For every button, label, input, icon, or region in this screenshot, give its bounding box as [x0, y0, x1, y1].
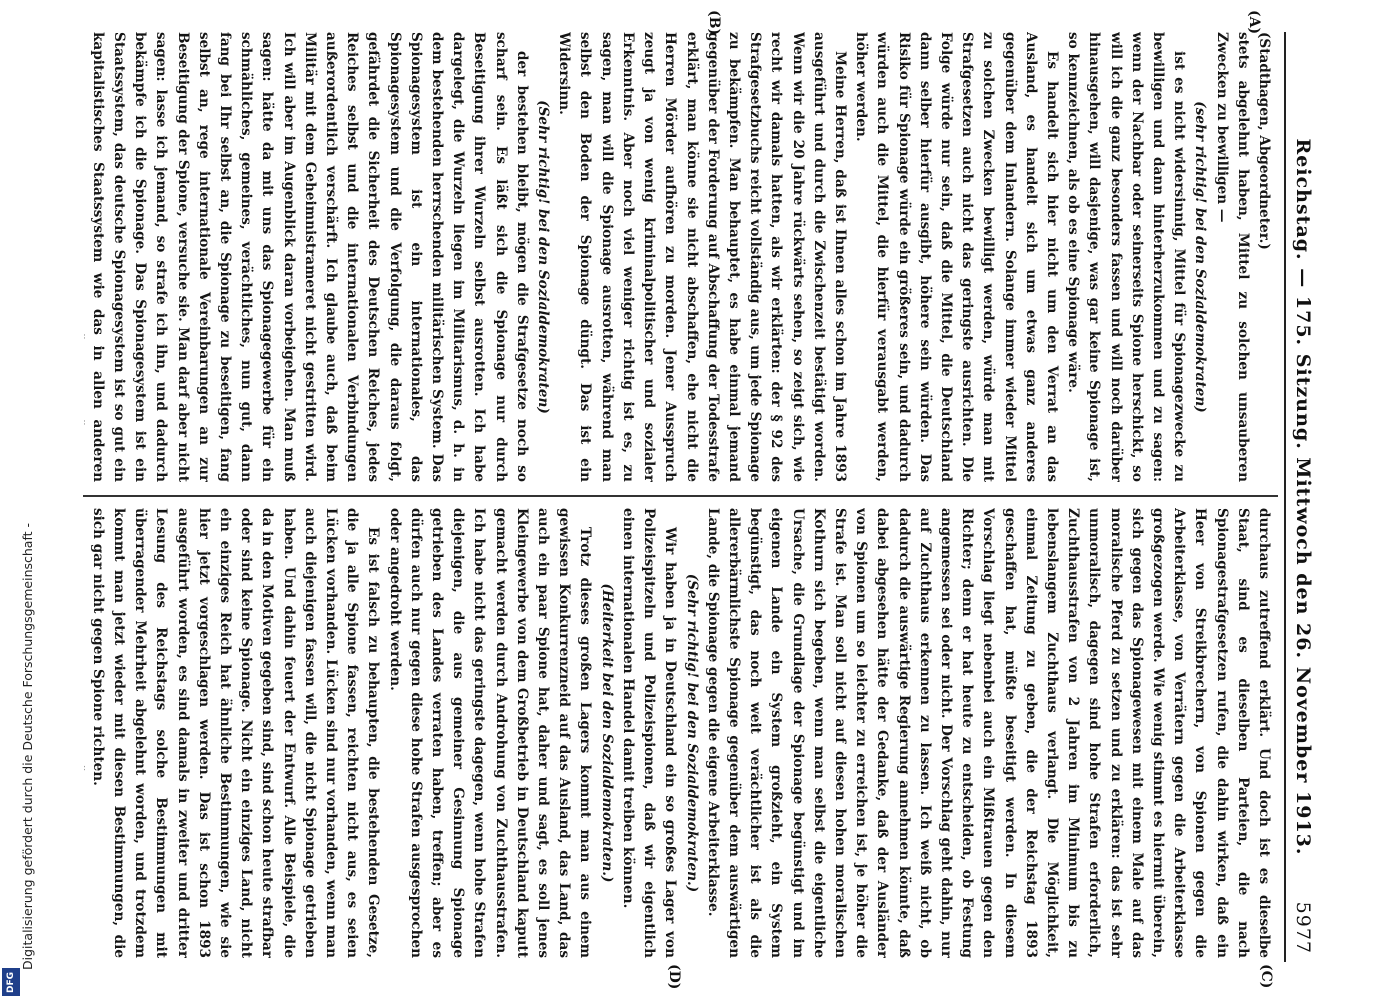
paragraph: Wir haben ja in Deutschland ein so großes Lager von Polizeispitzeln und Polizeispionen, daß wir eigentlich einen internationalen Handel damit treiben können. [619, 508, 679, 958]
interjection: (Sehr richtig! bei den Sozialdemokraten) [535, 100, 552, 414]
paragraph: Meine Herren, daß ist Ihnen alles schon im Jahre 1893 ausgeführt und durch die Zwischenzeit bestätigt worden. Wenn wir die 20 Jahre rückwärts sehen, so zeigt sich, wie recht wir damals hatten, als wir erklärten: der § 92 des Strafgesetzbuchs reicht vollständig aus, um jede Spionage zu bekämpfen. Man behauptet, es habe einmal jemand gegenüber der Forderung auf Abschaffung der Todesstrafe erklärt, man könne sie nicht abschaffen, ehe nicht die Herren Mörder aufhören zu morden. Jener Ausspruch zeugt ja von wenig kriminalpolitischer und sozialer Erkenntnis. Aber noch viel weniger richtig ist es, zu sagen, man will die Spionage ausrotten, während man selbst den Boden der Spionage düngt. Das ist ein Widersinn. [556, 32, 848, 482]
right-column [84, 508, 1274, 958]
credit-text: Digitalisierung gefördert durch die Deutsche Forschungsgemeinschaft - [20, 522, 35, 970]
paragraph: stets abgelehnt haben, Mittel zu solchen unsauberen Zwecken zu bewilligen — [1213, 32, 1251, 482]
paragraph: Es ist falsch zu behaupten, die bestehenden Gesetze, die ja alle Spione fassen, reichten nicht aus, es seien Lücken vorhanden. Lücken sind nur vorhanden, wenn man auch diejenigen fassen will, die nicht Spionage getrieben haben. Und dahin feuert der Entwurf. Alle Beispiele, die da in den Motiven gegeben sind, sind schon heute strafbar oder sind keine Spionage. Nicht ein einziges Land, nicht ein einziges Reich hat ähnliche Bestimmungen, wie sie hier jetzt vorgeschlagen werden. Das ist schon 1893 ausgeführt worden, es sind damals in zweiter und dritter Lesung des Reichstags solche Bestimmungen mit überragender Mehrheit abgelehnt worden, und trotzdem kommt man jetzt wieder mit diesen Bestimmungen, die sich gar nicht gegen Spione richten. [89, 508, 382, 958]
interjection: (sehr richtig! bei den Sozialdemokraten) [1192, 101, 1209, 413]
dfg-logo: DFG [2, 968, 20, 996]
paragraph: Trotz dieses großen Lagers kommt man aus einem gewissen Konkurrenzneid auf das Ausland, das Land, das auch ein paar Spione hat, daher und sagt, es soll jenes Kleingewerbe von dem Großbetrieb in Deutschland kaputt gemacht werden durch Androhung von Zuchthausstrafen. Ich habe nicht das geringste dagegen, wenn hohe Strafen diejenigen, die aus gemeiner Gesinnung Spionage getrieben des Landes verraten haben, treffen; aber es dürfen auch nur gegen diese hohe Strafen ausgesprochen oder angedroht werden. [386, 508, 594, 958]
paragraph: (Stadthagen, Abgeordneter.) [1256, 32, 1272, 250]
paragraph: der bestehen bleibt, mögen die Strafgesetze noch so scharf sein. Es läßt sich die Spionage nur durch Beseitigung ihrer Wurzeln selbst ausrotten. Ich habe dargelegt, die Wurzeln liegen im Militarismus, d. h. in dem bestehenden herrschenden militärischen System. Das Spionagesystem ist ein internationales, das Spionagesystem und die Verfolgung, die daraus folgt, gefährdet die Sicherheit des Deutschen Reiches, jedes Reiches selbst und die internationalen Verbindungen außerordentlich verschärft. Ich glaube auch, daß beim Militär mit dem Geheimnistrameret nicht gestritten wird. Ich will aber im Augenblick daran vorbeigehen. Man muß sagen: hätte da mit uns das Spionagegewerbe für ein schmähliches, gemeines, verächtliches, nun gut, dann fang bei Ihr selbst an, die Spionage zu beseitigen, fang selbst an, rege internationale Vereinbarungen an zur Beseitigung der Spione, versuche sie. Man darf aber nicht sagen: lasse ich jemand, so strafe ich ihn, und dadurch bekämpfe ich die Spionage. Das Spionagesystem ist ein Staatssystem, das deutsche Spionagesystem ist so gut ein kapitalistisches Staatssystem wie das in allen anderen [89, 32, 530, 482]
interjection: (Heiterkeit bei den Sozialdemokraten.) [598, 583, 615, 883]
margin-marker-a: (A) [1246, 10, 1262, 35]
left-column [84, 32, 1274, 482]
margin-marker-b: (B) [706, 10, 722, 36]
scanned-page [72, 10, 1322, 990]
page-title: Reichstag. — 175. Sitzung. Mittwoch den 26. November 1913. [1292, 138, 1314, 856]
page-number: 5977 [1292, 901, 1314, 954]
column-divider [83, 495, 1278, 497]
paragraph: ist es nicht widersinnig, Mittel für Spionagezwecke zu bewilligen und dann hinterherzukommen und zu sagen: wenn der Nachbar oder seinerseits Spione herschickt, so will ich die ganz besonders fassen und will noch darüber hinausgehen, will dasjenige, was gar keine Spionage ist, so kennzeichnen, als ob es eine Spionage wäre. [1065, 32, 1188, 482]
margin-marker-d: (D) [666, 964, 682, 990]
paragraph: Es handelt sich hier nicht um den Verrat an das Ausland, es handelt sich um etwas ganz anderes gegenüber dem Inlandern. Solange immer wieder Mittel zu solchen Zwecken bewilligt werden, würde man mit Strafgesetzen auch nicht das geringste ausrichten. Die Folge würde nur sein, daß die Mittel, die Deutschland dann selber hierfür ausgibt, höhere sein würden. Das Risiko für Spionage würde ein größeres sein, und dadurch würden auch die Mittel, die hierfür verausgabt werden, höher werden. [853, 32, 1060, 482]
digitization-credit [0, 0, 35, 1000]
interjection: (Sehr richtig! bei den Sozialdemokraten.) [683, 573, 700, 893]
printed-sheet [72, 10, 1322, 990]
paragraph [84, 508, 87, 958]
header-rule [1284, 32, 1286, 962]
page-header [1282, 32, 1322, 962]
paragraph: durchaus zutreffend erklärt. Und doch ist es dieselbe Staat, sind es dieselben Parteien, die nach Spionagestrafgesetzen rufen, die dahin wirken, daß ein Heer von Streikbrechern, von Spionen gegen die Arbeiterklasse, von Verrätern gegen die Arbeiterklasse großgezogen werde. Wie wenig stimmt es hiermit überein, sich gegen das Spionagewesen mit einem Male auf das moralische Pferd zu setzen und zu erklären: das ist sehr unmoralisch, dagegen sind hohe Strafen erforderlich, Zuchthausstrafen von 2 Jahren im Minimum bis zu lebenslangem Zuchthaus verlangt. Die Möglichkeit, einmal Zeitung zu geben, die der Reichstag 1893 geschaffen hat, müßte beseitigt werden. In diesem Vorschlag liegt nebenbei auch ein Mißtrauen gegen den Richter; denn er hat heute zu entscheiden, ob Festung angemessen sei oder nicht. Der Vorschlag geht dahin, nur auf Zuchthaus erkennen zu lassen. Ich weiß nicht, ob dadurch die auswärtige Regierung annehmen könnte, daß dabei abgesehen hätte der Gedanke, daß der Ausländer von Spionen um so leichter zu erreichen ist, je höher die Strafe ist. Man soll nicht auf diesen hohen moralischen Kothurn sich begeben, wenn man selbst die eigentliche Ursache, die Grundlage der Spionage begünstigt und im eigenen Lande ein System großzieht, ein System begünstigt, das noch weit verächtlicher ist als die allererbärmlichste Spionage gegenüber dem auswärtigen Lande, die Spionage gegen die eigene Arbeiterklasse. [704, 508, 1272, 958]
margin-marker-c: (C) [1258, 964, 1274, 989]
